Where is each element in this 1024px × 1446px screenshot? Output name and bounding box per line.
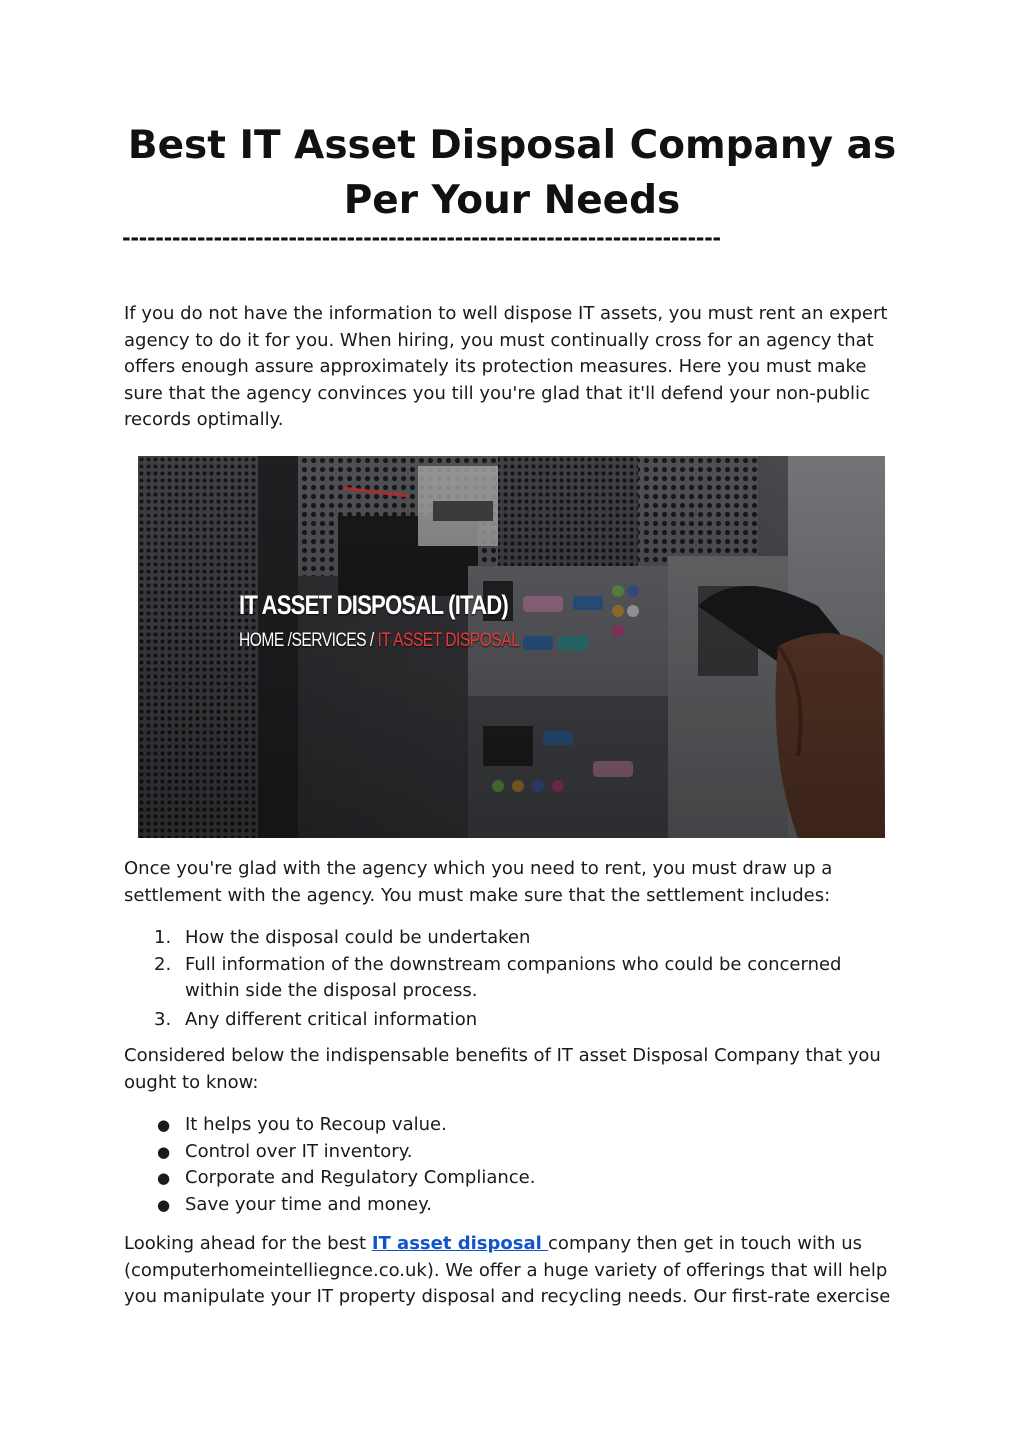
settlement-paragraph: Once you're glad with the agency which you need to rent, you must draw up a settlement with the agency. You must make sure that the settlement includes: <box>124 858 833 906</box>
list-item <box>124 952 894 1005</box>
page-title: Best IT Asset Disposal Company as Per Your Needs <box>127 123 897 223</box>
list-item-text: Control over IT inventory. <box>185 1140 413 1162</box>
bullet-icon: ● <box>157 1142 171 1161</box>
breadcrumb-services: SERVICES / <box>291 630 374 651</box>
settlement-list <box>124 925 894 1033</box>
closing-paragraph <box>124 1231 894 1311</box>
list-item-text: How the disposal could be undertaken <box>185 927 531 948</box>
list-marker: 2. <box>154 953 172 975</box>
list-item-text: It helps you to Recoup value. <box>185 1114 447 1135</box>
intro-paragraph: If you do not have the information to well dispose IT assets, you must rent an expert agency to do it for you. When hiring, you must continually cross for an agency that offers enough assure approximately its protection measures. Here you must make sure that the agency convinces you till you're glad that it'll defend your non-public records optimally. <box>124 303 888 430</box>
breadcrumb-current: IT ASSET DISPOSAL <box>373 630 520 651</box>
hero-breadcrumb <box>239 630 519 652</box>
dashed-divider: ------------------------------------------------------------------------ <box>122 226 721 250</box>
list-item-text: Corporate and Regulatory Compliance. <box>185 1167 536 1188</box>
closing-text-start: Looking ahead for the best <box>124 1233 372 1254</box>
closing-text-end: company then get in touch with us (computerhomeintelliegnce.co.uk). We offer a huge variety of offerings that will help you manipulate your IT property disposal and recycling needs. Our first-rate exercise <box>124 1233 891 1307</box>
list-item <box>124 1112 894 1139</box>
list-item <box>124 925 894 952</box>
it-asset-disposal-link[interactable]: IT asset disposal <box>371 1233 549 1254</box>
benefits-paragraph: Considered below the indispensable benefits of IT asset Disposal Company that you ought to know: <box>124 1045 881 1093</box>
bullet-icon: ● <box>157 1116 171 1134</box>
list-item <box>124 1192 894 1219</box>
breadcrumb-home: HOME / <box>239 630 292 651</box>
list-item <box>124 1165 894 1192</box>
bullet-icon: ● <box>157 1169 171 1187</box>
benefits-list <box>124 1112 894 1218</box>
hero-heading: IT ASSET DISPOSAL (ITAD) <box>239 590 508 620</box>
list-item-text: Save your time and money. <box>185 1193 432 1215</box>
list-marker: 1. <box>154 927 172 948</box>
list-item-text: Any different critical information <box>185 1008 478 1030</box>
bullet-icon: ● <box>157 1195 171 1214</box>
list-item-text: Full information of the downstream companions who could be concerned within side the disposal process. <box>185 953 842 1001</box>
list-item <box>124 1007 894 1034</box>
hero-image <box>138 456 885 838</box>
list-marker: 3. <box>154 1008 172 1030</box>
list-item <box>124 1139 894 1166</box>
